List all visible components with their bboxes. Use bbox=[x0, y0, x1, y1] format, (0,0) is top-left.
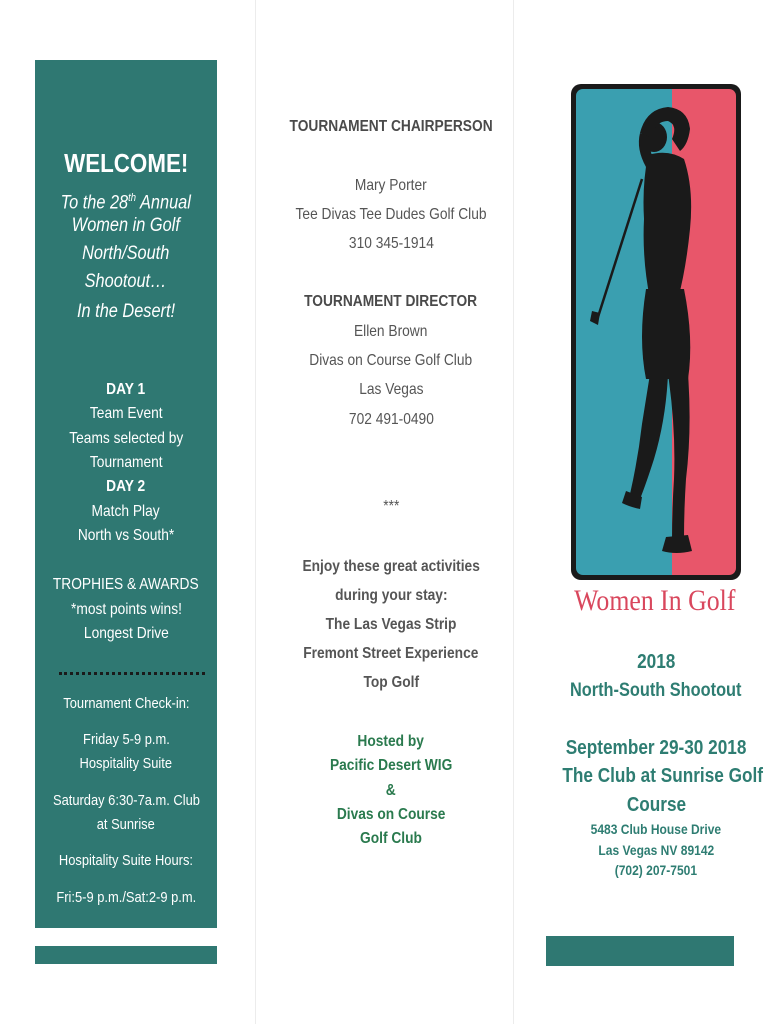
activities-line-2: during your stay: bbox=[334, 587, 448, 604]
hosted-line-4: Divas on Course bbox=[336, 806, 446, 823]
activities-line-1: Enjoy these great activities bbox=[302, 558, 480, 575]
chairperson-phone: 310 345-1914 bbox=[348, 235, 434, 252]
day1-title: DAY 1 bbox=[106, 381, 146, 398]
hosted-line-1: Hosted by bbox=[357, 733, 425, 750]
intro-line-1: To the 28th Annual bbox=[60, 192, 192, 214]
day2-line-1: Match Play bbox=[91, 503, 161, 520]
director-city: Las Vegas bbox=[358, 381, 424, 398]
separator-stars: *** bbox=[382, 498, 400, 515]
intro-line-2: Women in Golf bbox=[71, 215, 181, 236]
venue-line-2: Course bbox=[626, 794, 686, 816]
day2-line-2: North vs South* bbox=[77, 527, 175, 544]
friday-line-1: Friday 5-9 p.m. bbox=[82, 731, 170, 748]
activities-line-4: Fremont Street Experience bbox=[303, 645, 479, 662]
day2-title: DAY 2 bbox=[106, 478, 146, 495]
director-club: Divas on Course Golf Club bbox=[309, 352, 473, 369]
awards-line-2: *most points wins! bbox=[70, 601, 182, 618]
welcome-panel bbox=[35, 60, 217, 928]
address-line-2: Las Vegas NV 89142 bbox=[598, 842, 714, 858]
golfer-silhouette-icon bbox=[576, 89, 736, 575]
suite-title: Hospitality Suite Hours: bbox=[58, 852, 194, 869]
women-in-golf-wordmark: Women In Golf bbox=[574, 584, 736, 617]
friday-line-2: Hospitality Suite bbox=[79, 755, 173, 772]
welcome-heading: WELCOME! bbox=[63, 148, 189, 178]
day1-line-3: Tournament bbox=[89, 454, 163, 471]
hosted-line-5: Golf Club bbox=[360, 830, 422, 847]
event-dates: September 29-30 2018 bbox=[565, 737, 747, 759]
awards-line-1: TROPHIES & AWARDS bbox=[53, 576, 199, 593]
chairperson-club: Tee Divas Tee Dudes Golf Club bbox=[295, 206, 487, 223]
chairperson-heading: TOURNAMENT CHAIRPERSON bbox=[289, 118, 493, 135]
event-name: North-South Shootout bbox=[570, 680, 742, 701]
left-footer-bar bbox=[35, 946, 217, 964]
intro-line-3: North/South bbox=[82, 243, 170, 264]
activities-line-3: The Las Vegas Strip bbox=[325, 616, 457, 633]
chairperson-name: Mary Porter bbox=[355, 177, 427, 194]
hosted-line-3: & bbox=[386, 782, 396, 799]
right-footer-bar bbox=[546, 936, 734, 966]
event-year: 2018 bbox=[636, 651, 676, 673]
suite-hours: Fri:5-9 p.m./Sat:2-9 p.m. bbox=[56, 889, 196, 906]
saturday-line-2: at Sunrise bbox=[96, 816, 156, 833]
dotted-divider bbox=[59, 672, 205, 675]
address-line-1: 5483 Club House Drive bbox=[590, 821, 722, 837]
hosted-line-2: Pacific Desert WIG bbox=[329, 757, 453, 774]
saturday-line-1: Saturday 6:30-7a.m. Club bbox=[52, 792, 200, 809]
checkin-title: Tournament Check-in: bbox=[62, 695, 190, 712]
venue-line-1: The Club at Sunrise Golf bbox=[562, 765, 764, 787]
intro-line-4: Shootout… bbox=[85, 271, 167, 292]
awards-line-3: Longest Drive bbox=[83, 625, 169, 642]
women-in-golf-logo bbox=[571, 84, 741, 580]
director-name: Ellen Brown bbox=[354, 323, 428, 340]
activities-line-5: Top Golf bbox=[363, 674, 419, 691]
director-heading: TOURNAMENT DIRECTOR bbox=[304, 293, 478, 310]
intro-line-5: In the Desert! bbox=[76, 301, 176, 322]
day1-line-2: Teams selected by bbox=[69, 430, 183, 447]
day1-line-1: Team Event bbox=[89, 405, 163, 422]
director-phone: 702 491-0490 bbox=[348, 411, 434, 428]
address-phone: (702) 207-7501 bbox=[614, 862, 698, 878]
